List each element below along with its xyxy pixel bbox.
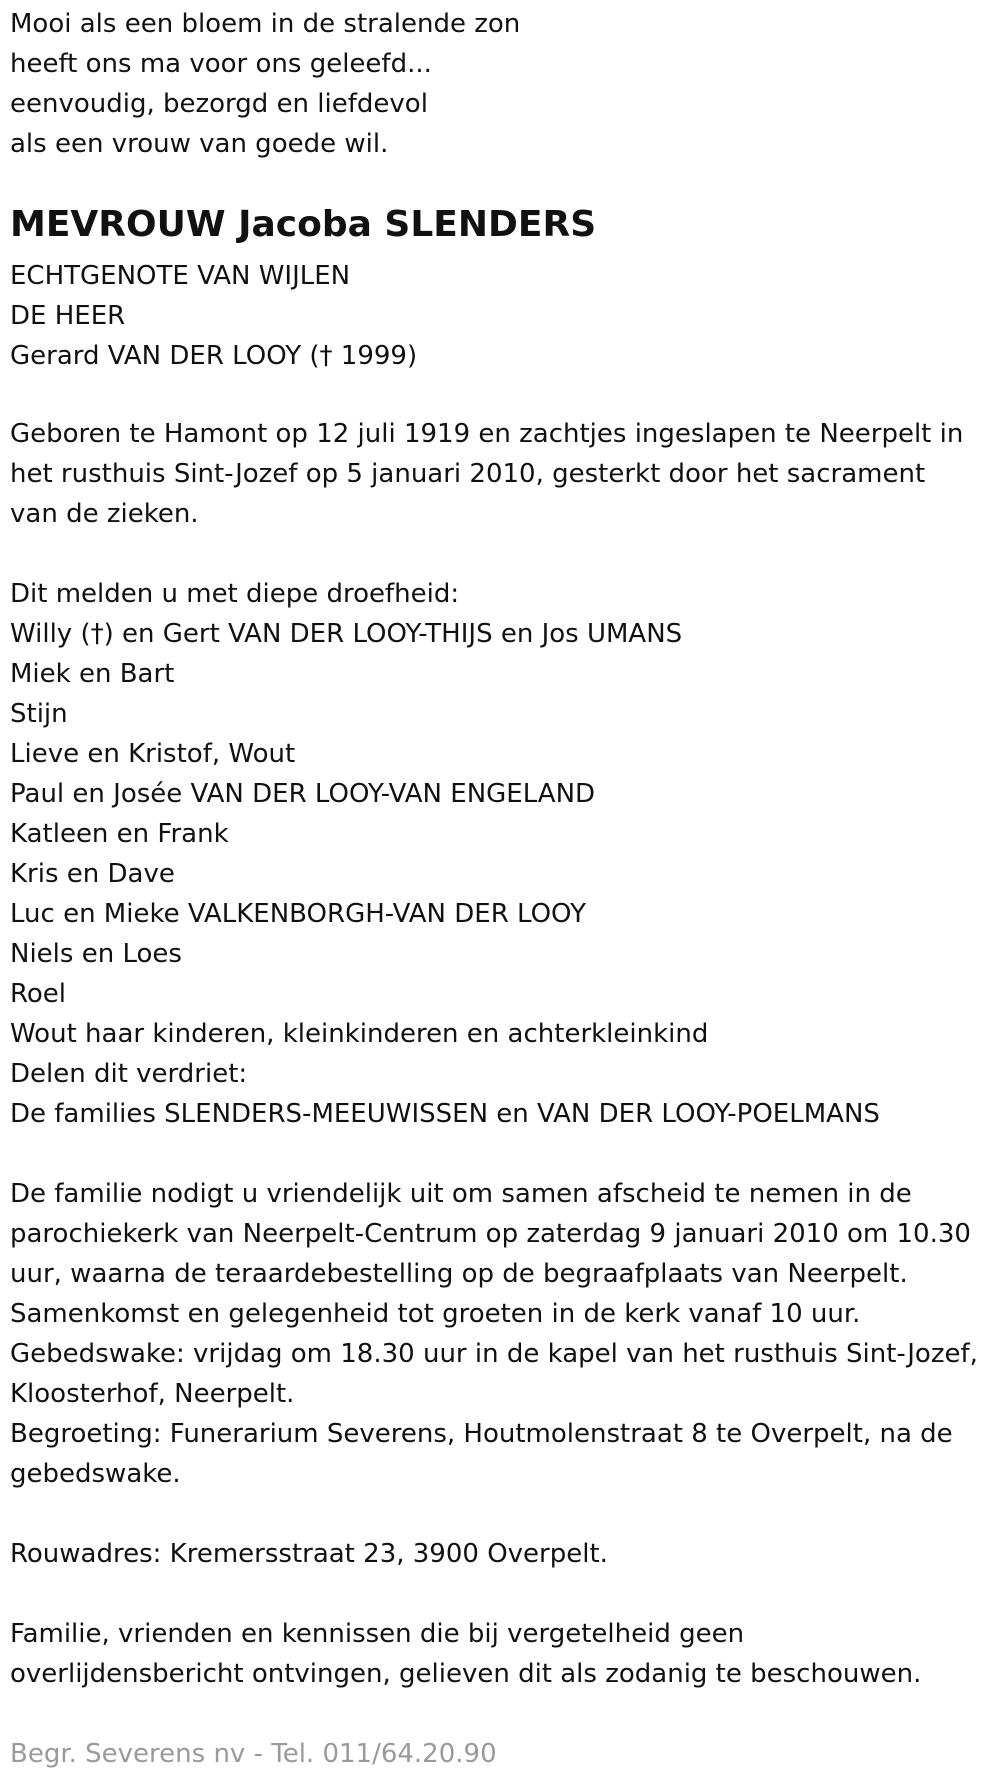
birth-death-paragraph bbox=[10, 414, 963, 534]
paragraph-line: het rusthuis Sint-Jozef op 5 januari 2010, gesterkt door het sacrament bbox=[10, 459, 926, 489]
family-member-line: Paul en Josée VAN DER LOOY-VAN ENGELAND bbox=[10, 779, 596, 809]
notice-paragraph bbox=[10, 1614, 921, 1694]
ceremony-paragraph bbox=[10, 1174, 978, 1494]
announcement-line: Dit melden u met diepe droefheid: bbox=[10, 579, 460, 609]
paragraph-line: Kloosterhof, Neerpelt. bbox=[10, 1379, 295, 1409]
spouse-line: ECHTGENOTE VAN WIJLEN bbox=[10, 261, 351, 291]
paragraph-line: van de zieken. bbox=[10, 499, 199, 529]
family-member-line: Katleen en Frank bbox=[10, 819, 229, 849]
deceased-name: MEVROUW Jacoba SLENDERS bbox=[10, 204, 597, 245]
spouse-line: DE HEER bbox=[10, 301, 126, 331]
family-announcement bbox=[10, 574, 880, 1134]
family-member-line: Stijn bbox=[10, 699, 68, 729]
undertaker-footer: Begr. Severens nv - Tel. 011/64.20.90 bbox=[10, 1739, 497, 1769]
announcement-line: Delen dit verdriet: bbox=[10, 1059, 248, 1089]
paragraph-line: Geboren te Hamont op 12 juli 1919 en zachtjes ingeslapen te Neerpelt in bbox=[10, 419, 964, 449]
paragraph-line: parochiekerk van Neerpelt-Centrum op zaterdag 9 januari 2010 om 10.30 bbox=[10, 1219, 971, 1249]
family-member-line: De families SLENDERS-MEEUWISSEN en VAN DER LOOY-POELMANS bbox=[10, 1099, 880, 1129]
family-member-line: Roel bbox=[10, 979, 67, 1009]
poem-line: als een vrouw van goede wil. bbox=[10, 129, 389, 159]
paragraph-line: uur, waarna de teraardebestelling op de begraafplaats van Neerpelt. bbox=[10, 1259, 908, 1289]
poem bbox=[10, 4, 520, 164]
poem-line: eenvoudig, bezorgd en liefdevol bbox=[10, 89, 428, 119]
mourning-address bbox=[10, 1534, 608, 1574]
poem-line: heeft ons ma voor ons geleefd... bbox=[10, 49, 432, 79]
paragraph-line: overlijdensbericht ontvingen, gelieven dit als zodanig te beschouwen. bbox=[10, 1659, 922, 1689]
family-member-line: Miek en Bart bbox=[10, 659, 175, 689]
family-member-line: Luc en Mieke VALKENBORGH-VAN DER LOOY bbox=[10, 899, 586, 929]
address-line: Rouwadres: Kremersstraat 23, 3900 Overpelt. bbox=[10, 1539, 608, 1569]
deceased-block bbox=[10, 200, 596, 376]
paragraph-line: Familie, vrienden en kennissen die bij vergetelheid geen bbox=[10, 1619, 745, 1649]
paragraph-line: gebedswake. bbox=[10, 1459, 181, 1489]
paragraph-line: Samenkomst en gelegenheid tot groeten in de kerk vanaf 10 uur. bbox=[10, 1299, 861, 1329]
poem-line: Mooi als een bloem in de stralende zon bbox=[10, 9, 521, 39]
paragraph-line: De familie nodigt u vriendelijk uit om samen afscheid te nemen in de bbox=[10, 1179, 912, 1209]
family-member-line: Niels en Loes bbox=[10, 939, 182, 969]
paragraph-line: Begroeting: Funerarium Severens, Houtmolenstraat 8 te Overpelt, na de bbox=[10, 1419, 953, 1449]
family-member-line: Lieve en Kristof, Wout bbox=[10, 739, 296, 769]
spouse-line: Gerard VAN DER LOOY († 1999) bbox=[10, 341, 418, 371]
family-member-line: Kris en Dave bbox=[10, 859, 175, 889]
family-member-line: Wout haar kinderen, kleinkinderen en achterkleinkind bbox=[10, 1019, 709, 1049]
paragraph-line: Gebedswake: vrijdag om 18.30 uur in de kapel van het rusthuis Sint-Jozef, bbox=[10, 1339, 978, 1369]
family-member-line: Willy (†) en Gert VAN DER LOOY-THIJS en Jos UMANS bbox=[10, 619, 683, 649]
